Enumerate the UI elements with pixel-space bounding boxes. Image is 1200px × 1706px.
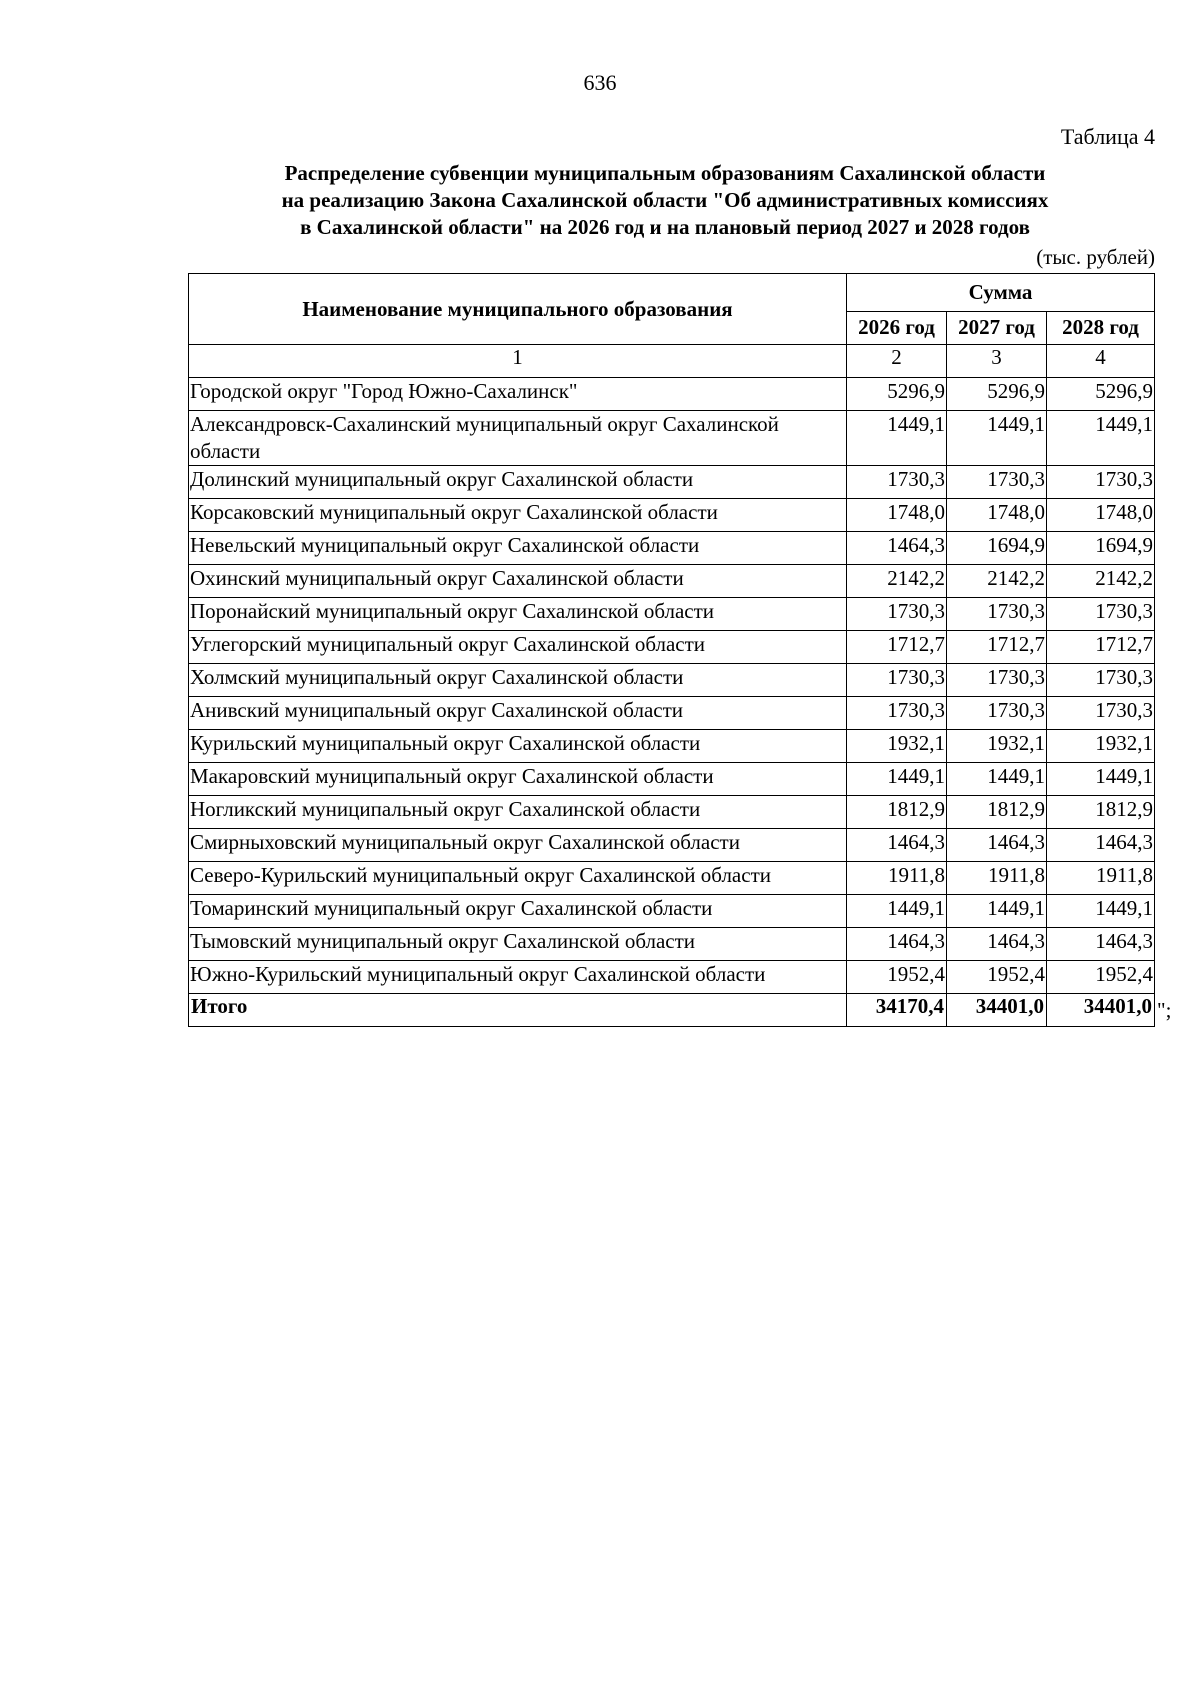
value-2026: 1464,3 (847, 928, 947, 961)
table-row (189, 466, 1155, 499)
value-2028: 5296,9 (1047, 378, 1155, 411)
title-line: Распределение субвенции муниципальным образованиям Сахалинской области (284, 161, 1046, 185)
units-note: (тыс. рублей) (1036, 245, 1155, 269)
value-2027: 1730,3 (947, 466, 1047, 499)
value-2027: 1730,3 (947, 598, 1047, 631)
table-row (189, 730, 1155, 763)
total-2026: 34170,4 (847, 994, 947, 1027)
municipality-name: Ногликский муниципальный округ Сахалинской области (189, 796, 847, 829)
document-title (190, 160, 1140, 241)
value-2028: 1952,4 (1047, 961, 1155, 994)
table-row (189, 829, 1155, 862)
value-2027: 1911,8 (947, 862, 1047, 895)
total-2027: 34401,0 (947, 994, 1047, 1027)
value-2027: 1464,3 (947, 928, 1047, 961)
total-suffix: "; (1157, 997, 1172, 1022)
value-2026: 1730,3 (847, 598, 947, 631)
column-number: 2 (847, 345, 947, 378)
value-2027: 1449,1 (947, 895, 1047, 928)
value-2028: 1449,1 (1047, 763, 1155, 796)
value-2026: 1730,3 (847, 466, 947, 499)
value-2026: 1952,4 (847, 961, 947, 994)
table-row (189, 532, 1155, 565)
value-2026: 1449,1 (847, 411, 947, 466)
value-2028: 1748,0 (1047, 499, 1155, 532)
header-sum: Сумма (847, 274, 1155, 312)
value-2028: 1730,3 (1047, 697, 1155, 730)
table-row (189, 411, 1155, 466)
value-2027: 2142,2 (947, 565, 1047, 598)
table-row (189, 697, 1155, 730)
value-2027: 1730,3 (947, 697, 1047, 730)
header-year-2028: 2028 год (1047, 311, 1155, 344)
value-2027: 1812,9 (947, 796, 1047, 829)
value-2026: 1932,1 (847, 730, 947, 763)
table-row (189, 631, 1155, 664)
value-2028: 1730,3 (1047, 598, 1155, 631)
page-number: 636 (583, 70, 617, 95)
value-2026: 1464,3 (847, 829, 947, 862)
table-row (189, 664, 1155, 697)
value-2027: 5296,9 (947, 378, 1047, 411)
value-2027: 1464,3 (947, 829, 1047, 862)
table-row (189, 895, 1155, 928)
title-line: в Сахалинской области" на 2026 год и на плановый период 2027 и 2028 годов (300, 215, 1030, 239)
municipality-name: Холмский муниципальный округ Сахалинской области (189, 664, 847, 697)
municipality-name: Томаринский муниципальный округ Сахалинской области (189, 895, 847, 928)
value-2028: 1712,7 (1047, 631, 1155, 664)
municipality-name: Курильский муниципальный округ Сахалинской области (189, 730, 847, 763)
value-2026: 1911,8 (847, 862, 947, 895)
table-row (189, 565, 1155, 598)
municipality-name: Корсаковский муниципальный округ Сахалинской области (189, 499, 847, 532)
value-2026: 2142,2 (847, 565, 947, 598)
table-row (189, 796, 1155, 829)
total-label: Итого (189, 994, 847, 1027)
value-2026: 1812,9 (847, 796, 947, 829)
value-2027: 1449,1 (947, 411, 1047, 466)
value-2028: 1464,3 (1047, 829, 1155, 862)
value-2028: 1812,9 (1047, 796, 1155, 829)
municipality-name: Александровск-Сахалинский муниципальный округ Сахалинской области (189, 411, 847, 466)
value-2026: 1730,3 (847, 664, 947, 697)
column-number: 1 (189, 345, 847, 378)
municipality-name: Анивский муниципальный округ Сахалинской области (189, 697, 847, 730)
table-row (189, 928, 1155, 961)
header-year-2026: 2026 год (847, 311, 947, 344)
value-2028: 1449,1 (1047, 411, 1155, 466)
value-2026: 1748,0 (847, 499, 947, 532)
value-2027: 1748,0 (947, 499, 1047, 532)
total-2028: 34401,0 (1047, 994, 1155, 1027)
table-row (189, 499, 1155, 532)
municipality-name: Охинский муниципальный округ Сахалинской области (189, 565, 847, 598)
value-2026: 5296,9 (847, 378, 947, 411)
value-2028: 2142,2 (1047, 565, 1155, 598)
table-row (189, 961, 1155, 994)
value-2027: 1932,1 (947, 730, 1047, 763)
municipality-name: Углегорский муниципальный округ Сахалинской области (189, 631, 847, 664)
value-2028: 1449,1 (1047, 895, 1155, 928)
value-2027: 1712,7 (947, 631, 1047, 664)
subsidy-table (188, 273, 1155, 1027)
value-2026: 1730,3 (847, 697, 947, 730)
value-2027: 1730,3 (947, 664, 1047, 697)
header-year-2027: 2027 год (947, 311, 1047, 344)
table-row (189, 378, 1155, 411)
table-row (189, 862, 1155, 895)
value-2026: 1464,3 (847, 532, 947, 565)
value-2026: 1449,1 (847, 763, 947, 796)
table-label: Таблица 4 (1060, 124, 1155, 149)
value-2026: 1449,1 (847, 895, 947, 928)
column-number: 4 (1047, 345, 1155, 378)
municipality-name: Смирныховский муниципальный округ Сахалинской области (189, 829, 847, 862)
municipality-name: Городской округ "Город Южно-Сахалинск" (189, 378, 847, 411)
value-2028: 1464,3 (1047, 928, 1155, 961)
value-2028: 1694,9 (1047, 532, 1155, 565)
municipality-name: Тымовский муниципальный округ Сахалинской области (189, 928, 847, 961)
value-2028: 1730,3 (1047, 466, 1155, 499)
municipality-name: Невельский муниципальный округ Сахалинской области (189, 532, 847, 565)
value-2028: 1730,3 (1047, 664, 1155, 697)
total-row (189, 994, 1155, 1027)
municipality-name: Долинский муниципальный округ Сахалинской области (189, 466, 847, 499)
value-2027: 1952,4 (947, 961, 1047, 994)
column-number-row (189, 345, 1155, 378)
column-number: 3 (947, 345, 1047, 378)
value-2027: 1449,1 (947, 763, 1047, 796)
value-2028: 1911,8 (1047, 862, 1155, 895)
header-name: Наименование муниципального образования (189, 274, 847, 345)
table-row (189, 598, 1155, 631)
municipality-name: Южно-Курильский муниципальный округ Сахалинской области (189, 961, 847, 994)
value-2026: 1712,7 (847, 631, 947, 664)
value-2027: 1694,9 (947, 532, 1047, 565)
value-2028: 1932,1 (1047, 730, 1155, 763)
title-line: на реализацию Закона Сахалинской области "Об административных комиссиях (281, 188, 1049, 212)
municipality-name: Макаровский муниципальный округ Сахалинской области (189, 763, 847, 796)
table-row (189, 763, 1155, 796)
municipality-name: Северо-Курильский муниципальный округ Сахалинской области (189, 862, 847, 895)
municipality-name: Поронайский муниципальный округ Сахалинской области (189, 598, 847, 631)
